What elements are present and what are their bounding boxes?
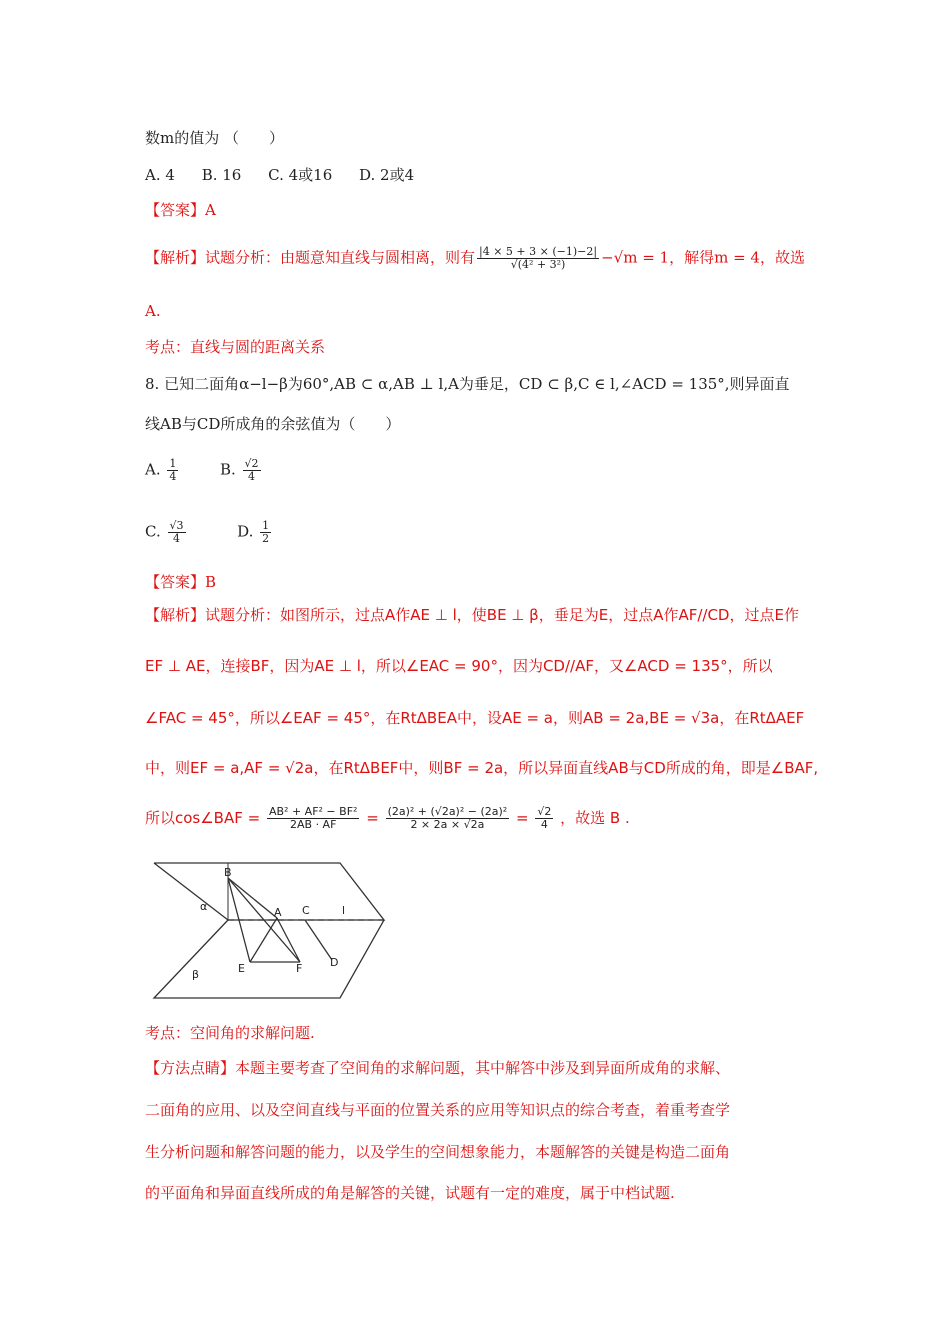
q8-solution-end: ，故选 B .	[560, 809, 630, 827]
q8-option-a-den: 4	[169, 470, 177, 483]
q8-cos-fraction-1	[267, 806, 359, 831]
q8-solution-line4: 中，则EF = a,AF = √2a，在RtΔBEF中，则BF = 2a，所以异面直线AB与CD所成的角，即是∠BAF,	[145, 759, 819, 777]
q8-equals-2: =	[515, 809, 529, 827]
q7-distance-fraction	[477, 246, 599, 271]
q8-option-c-den: 4	[173, 532, 180, 545]
q8-option-a-num: 1	[169, 457, 177, 470]
q8-kaodian: 考点：空间角的求解问题.	[145, 1024, 315, 1042]
segment-CD	[305, 920, 332, 960]
q8-stem-line2: 线AB与CD所成角的余弦值为（ ）	[145, 415, 401, 433]
q8-cos-f3-num: √2	[537, 805, 552, 818]
q8-method-text1: 【方法点睛】本题主要考查了空间角的求解问题，其中解答中涉及到异面所成角的求解、	[145, 1059, 731, 1077]
q8-option-b-value	[243, 458, 261, 483]
q8-cos-f2-num: (2a)² + (√2a)² − (2a)²	[387, 805, 508, 818]
label-beta: β	[192, 968, 200, 981]
label-A: A	[274, 906, 282, 919]
q8-answer: 【答案】B	[145, 573, 217, 591]
q8-option-d-num: 1	[262, 519, 270, 532]
q8-cos-fraction-2	[386, 806, 510, 831]
q7-analysis	[145, 246, 805, 271]
q8-stem-line1: 8. 已知二面角α−l−β为60°,AB ⊂ α,AB ⊥ l,A为垂足，CD ⊂ β,C ∈ l,∠ACD = 135°,则异面直	[145, 375, 790, 393]
q8-option-c-label: C.	[145, 522, 161, 541]
q8-cos-f1-num: AB² + AF² − BF²	[268, 805, 358, 818]
q7-analysis-prefix: 【解析】试题分析：由题意知直线与圆相离，则有	[145, 248, 476, 267]
q7-frac-num: |4 × 5 + 3 × (−1)−2|	[479, 245, 598, 258]
q7-analysis-end: A.	[145, 302, 161, 320]
q8-option-b-num: √2	[244, 457, 259, 470]
q8-options-cd	[145, 520, 273, 545]
q8-solution-line1: 【解析】试题分析：如图所示，过点A作AE ⊥ l，使BE ⊥ β，垂足为E，过点A作AF//CD，过点E作	[145, 606, 799, 624]
q8-method-line2: 二面角的应用、以及空间直线与平面的位置关系的应用等知识点的综合考查，着重考查学	[145, 1101, 731, 1119]
q8-option-c-num: √3	[169, 519, 184, 532]
dihedral-angle-figure	[150, 858, 390, 1003]
q8-cos-f1-den: 2AB · AF	[290, 818, 337, 831]
label-alpha: α	[200, 900, 208, 913]
q7-stem-tail: 数m的值为 （ ）	[145, 129, 284, 147]
q7-kaodian: 考点：直线与圆的距离关系	[145, 338, 326, 356]
q8-method-line1	[145, 1058, 730, 1078]
q7-answer: 【答案】A	[145, 201, 216, 219]
label-C: C	[302, 904, 310, 917]
q7-option-d: D. 2或4	[359, 166, 415, 184]
q8-option-b-label: B.	[219, 460, 236, 479]
q8-cos-f2-den: 2 × 2a × √2a	[410, 818, 485, 831]
q8-solution-line5	[145, 806, 630, 831]
q8-option-d-value	[260, 520, 271, 545]
q7-options	[145, 165, 436, 185]
q8-option-d-den: 2	[262, 532, 270, 545]
q8-option-a-label: A.	[145, 460, 161, 479]
q8-option-c-value	[168, 520, 186, 545]
q7-analysis-mid: −√m = 1，解得m = 4，故选	[601, 248, 805, 267]
q8-option-a-value	[167, 458, 178, 483]
q8-cos-f3-den: 4	[540, 818, 548, 831]
q7-option-c: C. 4或16	[268, 166, 333, 184]
q7-option-a: A. 4	[145, 166, 175, 184]
q8-method-line4: 的平面角和异面直线所成的角是解答的关键，试题有一定的难度，属于中档试题.	[145, 1184, 675, 1202]
q8-solution-line2: EF ⊥ AE，连接BF，因为AE ⊥ l，所以∠EAC = 90°，因为CD//AF，又∠ACD = 135°，所以	[145, 657, 773, 675]
label-F: F	[296, 962, 303, 975]
q8-cos-prefix: 所以cos∠BAF =	[145, 809, 261, 827]
q8-solution-line3: ∠FAC = 45°，所以∠EAF = 45°，在RtΔBEA中，设AE = a，则AB = 2a,BE = √3a，在RtΔAEF	[145, 709, 805, 727]
label-l: l	[342, 904, 346, 917]
q8-options-ab	[145, 458, 263, 483]
q8-equals-1: =	[366, 809, 379, 827]
q8-option-b-den: 4	[248, 470, 256, 483]
label-B: B	[224, 866, 232, 879]
q8-option-d-label: D.	[237, 522, 254, 541]
label-D: D	[330, 956, 339, 969]
q7-frac-den: √(4² + 3²)	[510, 258, 566, 271]
q7-option-b: B. 16	[201, 166, 242, 184]
segment-BA	[228, 878, 277, 918]
q8-method-line3: 生分析问题和解答问题的能力，以及学生的空间想象能力，本题解答的关键是构造二面角	[145, 1143, 731, 1161]
label-E: E	[238, 962, 245, 975]
segment-AE	[250, 918, 277, 962]
q8-cos-fraction-3	[535, 806, 553, 831]
